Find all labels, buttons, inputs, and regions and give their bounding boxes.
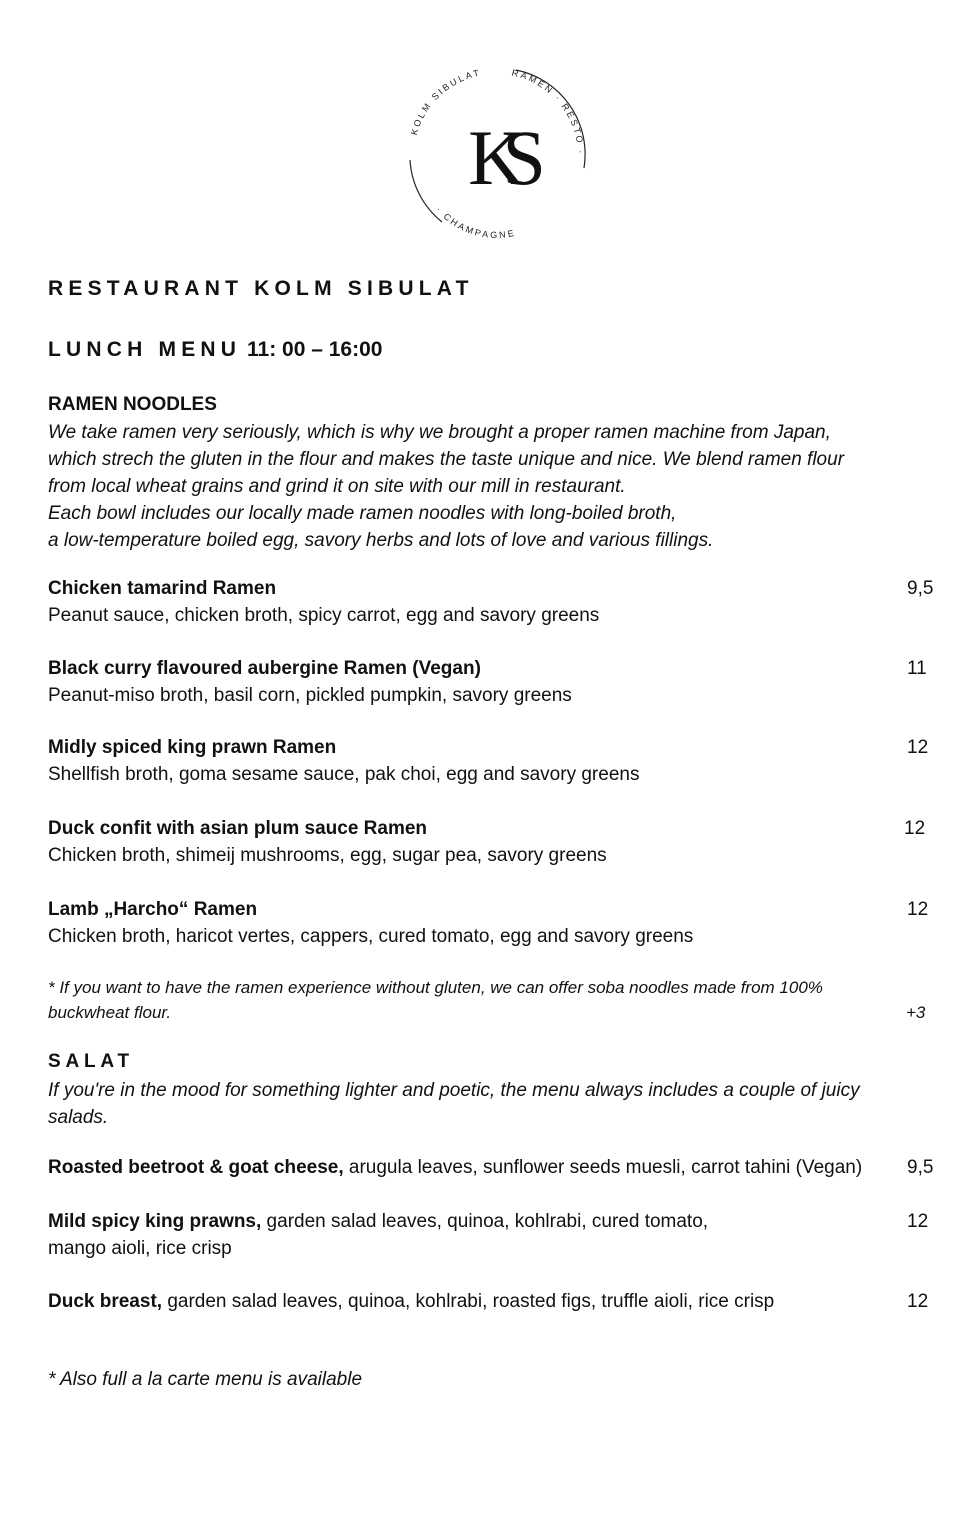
menu-item-name: Lamb „Harcho“ Ramen bbox=[48, 899, 258, 920]
svg-text:· CHAMPAGNE bbox=[434, 204, 517, 240]
salad-item-price: 12 bbox=[907, 1291, 929, 1312]
ramen-intro-line: Each bowl includes our locally made ramen noodles with long-boiled broth, bbox=[48, 503, 677, 524]
menu-item-desc: Peanut sauce, chicken broth, spicy carrot, egg and savory greens bbox=[48, 605, 600, 626]
gluten-note-line: * If you want to have the ramen experience without gluten, we can offer soba noodles made from 100% bbox=[48, 978, 823, 997]
salad-item-desc: arugula leaves, sunflower seeds muesli, carrot tahini (Vegan) bbox=[343, 1157, 863, 1178]
salat-heading: SALAT bbox=[48, 1051, 134, 1072]
ramen-intro-line: which strech the gluten in the flour and makes the taste unique and nice. We blend ramen flour bbox=[48, 449, 845, 470]
menu-item-price: 12 bbox=[907, 899, 929, 920]
menu-title-label: LUNCH MENU bbox=[48, 338, 242, 361]
menu-item-desc: Chicken broth, shimeij mushrooms, egg, sugar pea, savory greens bbox=[48, 845, 607, 866]
restaurant-logo bbox=[398, 58, 594, 254]
salad-item-name: Duck breast, bbox=[48, 1291, 163, 1312]
gluten-note bbox=[48, 975, 823, 1025]
salad-item-desc: garden salad leaves, quinoa, kohlrabi, cured tomato, bbox=[261, 1211, 709, 1232]
menu-item-desc: Chicken broth, haricot vertes, cappers, cured tomato, egg and savory greens bbox=[48, 926, 694, 947]
logo-ring-text-top: KOLM SIBULAT bbox=[408, 67, 483, 137]
salad-item-price: 12 bbox=[907, 1211, 929, 1232]
menu-item-desc: Shellfish broth, goma sesame sauce, pak choi, egg and savory greens bbox=[48, 764, 640, 785]
salad-item-name: Mild spicy king prawns, bbox=[48, 1211, 262, 1232]
salad-item-desc-cont: mango aioli, rice crisp bbox=[48, 1238, 232, 1259]
salat-intro bbox=[48, 1077, 860, 1131]
menu-item-desc: Peanut-miso broth, basil corn, pickled pumpkin, savory greens bbox=[48, 685, 572, 706]
salad-item bbox=[48, 1291, 774, 1313]
menu-item-price: 12 bbox=[904, 818, 926, 839]
footer-note: * Also full a la carte menu is available bbox=[48, 1369, 363, 1390]
ramen-heading: RAMEN NOODLES bbox=[48, 394, 217, 415]
salad-item-price: 9,5 bbox=[907, 1157, 934, 1178]
menu-item-name: Chicken tamarind Ramen bbox=[48, 578, 277, 599]
salad-item-name: Roasted beetroot & goat cheese, bbox=[48, 1157, 344, 1178]
lunch-menu-title bbox=[48, 338, 382, 362]
gluten-note-price: +3 bbox=[906, 1003, 926, 1022]
logo-monogram: KS bbox=[468, 114, 524, 201]
salad-item bbox=[48, 1157, 862, 1179]
salad-item-desc: garden salad leaves, quinoa, kohlrabi, roasted figs, truffle aioli, rice crisp bbox=[162, 1291, 775, 1312]
menu-item-price: 11 bbox=[907, 658, 927, 679]
logo-ring-text-right: RAMEN · RESTO · bbox=[510, 67, 587, 156]
menu-item-name: Duck confit with asian plum sauce Ramen bbox=[48, 818, 428, 839]
menu-item-name: Midly spiced king prawn Ramen bbox=[48, 737, 337, 758]
menu-hours: 11: 00 – 16:00 bbox=[247, 338, 383, 361]
salat-intro-line: If you're in the mood for something lighter and poetic, the menu always includes a couple of juicy bbox=[48, 1080, 860, 1101]
salad-item bbox=[48, 1211, 708, 1233]
gluten-note-line: buckwheat flour. bbox=[48, 1003, 172, 1022]
salat-intro-line: salads. bbox=[48, 1107, 109, 1128]
menu-item-name: Black curry flavoured aubergine Ramen (Vegan) bbox=[48, 658, 481, 679]
menu-item-price: 12 bbox=[907, 737, 929, 758]
ramen-intro-line: We take ramen very seriously, which is why we brought a proper ramen machine from Japan, bbox=[48, 422, 831, 443]
ramen-intro-line: from local wheat grains and grind it on site with our mill in restaurant. bbox=[48, 476, 626, 497]
restaurant-title: RESTAURANT KOLM SIBULAT bbox=[48, 277, 474, 300]
menu-item-price: 9,5 bbox=[907, 578, 934, 599]
ramen-intro-line: a low-temperature boiled egg, savory herbs and lots of love and various fillings. bbox=[48, 530, 714, 551]
ramen-intro bbox=[48, 419, 844, 554]
logo-ring-text-bottom: · CHAMPAGNE bbox=[434, 204, 517, 241]
